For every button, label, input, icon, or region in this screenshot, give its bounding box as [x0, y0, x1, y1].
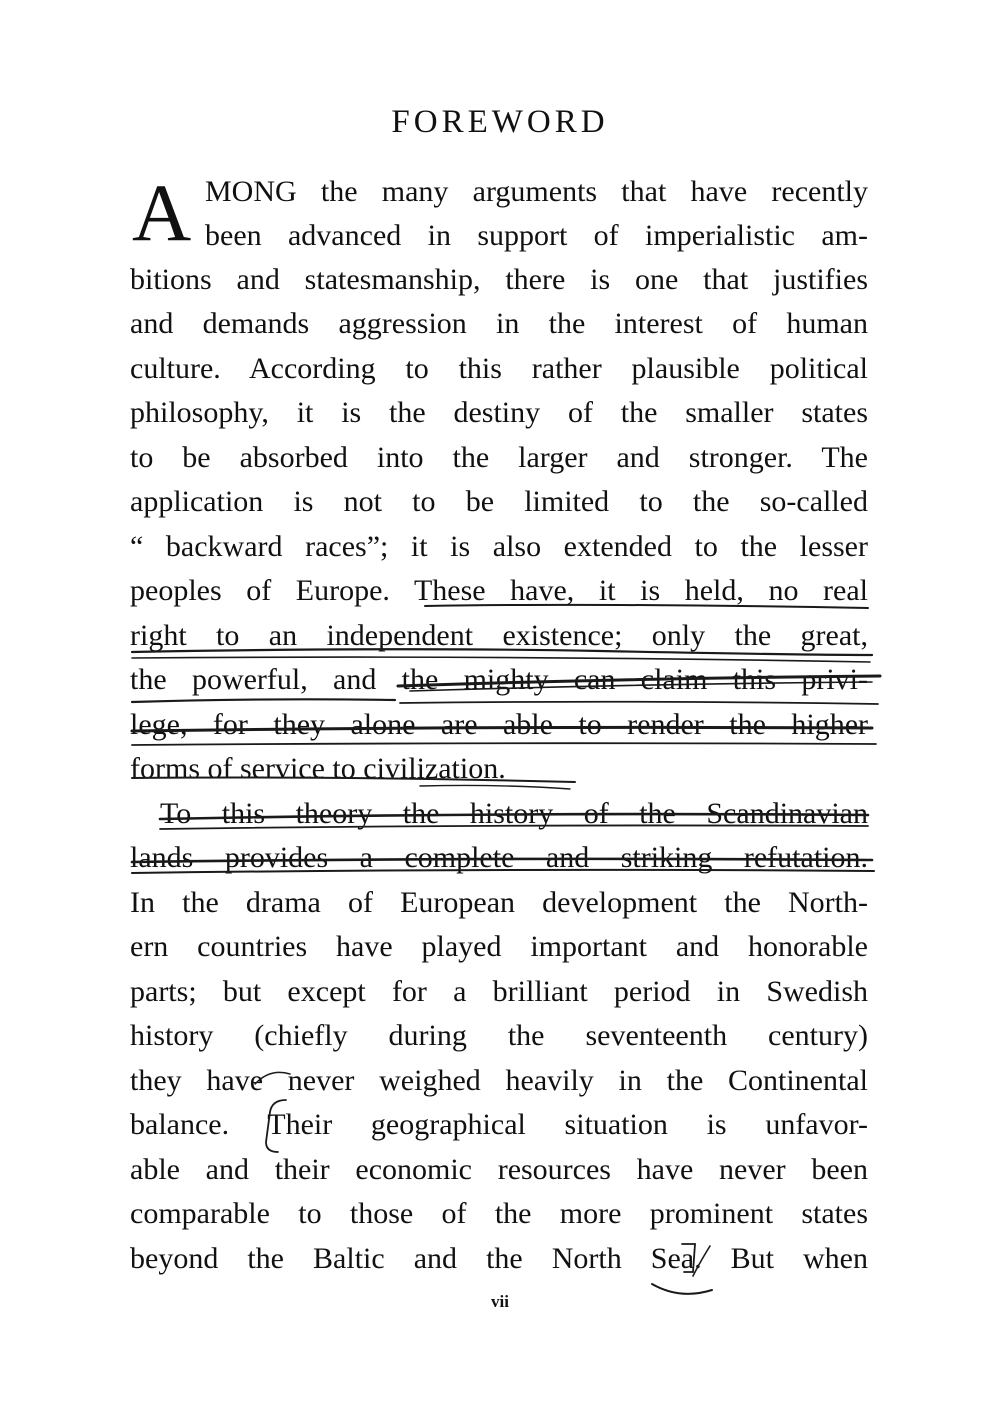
- text-line: they have never weighed heavily in the Continental: [130, 1064, 868, 1097]
- page-title: FOREWORD: [391, 104, 609, 140]
- page-number: vii: [491, 1292, 509, 1311]
- text-line: application is not to be limited to the so-called: [130, 485, 868, 518]
- text-line: right to an independent existence; only the great,: [130, 619, 868, 652]
- text-line: ern countries have played important and honorable: [130, 930, 868, 963]
- drop-cap: A: [132, 167, 192, 258]
- text-line: able and their economic resources have never been: [130, 1153, 868, 1186]
- text-line: lege, for they alone are able to render the higher: [130, 708, 868, 741]
- text-line: To this theory the history of the Scandinavian: [160, 797, 868, 830]
- text-line: and demands aggression in the interest of human: [130, 307, 868, 340]
- text-line: bitions and statesmanship, there is one that justifies: [130, 263, 868, 296]
- text-line: parts; but except for a brilliant period in Swedish: [130, 975, 868, 1008]
- text-line: balance. Their geographical situation is unfavor-: [130, 1108, 868, 1141]
- text-line: peoples of Europe. These have, it is held, no real: [130, 574, 868, 607]
- text-line: beyond the Baltic and the North Sea. But when: [130, 1242, 868, 1275]
- text-line: MONG the many arguments that have recently: [205, 175, 868, 208]
- text-line: lands provides a complete and striking refutation.: [130, 841, 868, 874]
- text-line: culture. According to this rather plausible political: [130, 352, 868, 385]
- text-line: the powerful, and the mighty can claim this privi-: [130, 663, 868, 696]
- text-line: “ backward races”; it is also extended to the lesser: [130, 530, 868, 563]
- text-line: philosophy, it is the destiny of the smaller states: [130, 396, 868, 429]
- text-line: to be absorbed into the larger and stronger. The: [130, 441, 868, 474]
- text-line: comparable to those of the more prominent states: [130, 1197, 868, 1230]
- text-line: In the drama of European development the North-: [130, 886, 868, 919]
- text-line: history (chiefly during the seventeenth century): [130, 1019, 868, 1052]
- text-line: been advanced in support of imperialistic am-: [205, 219, 868, 252]
- text-line: forms of service to civilization.: [130, 752, 506, 785]
